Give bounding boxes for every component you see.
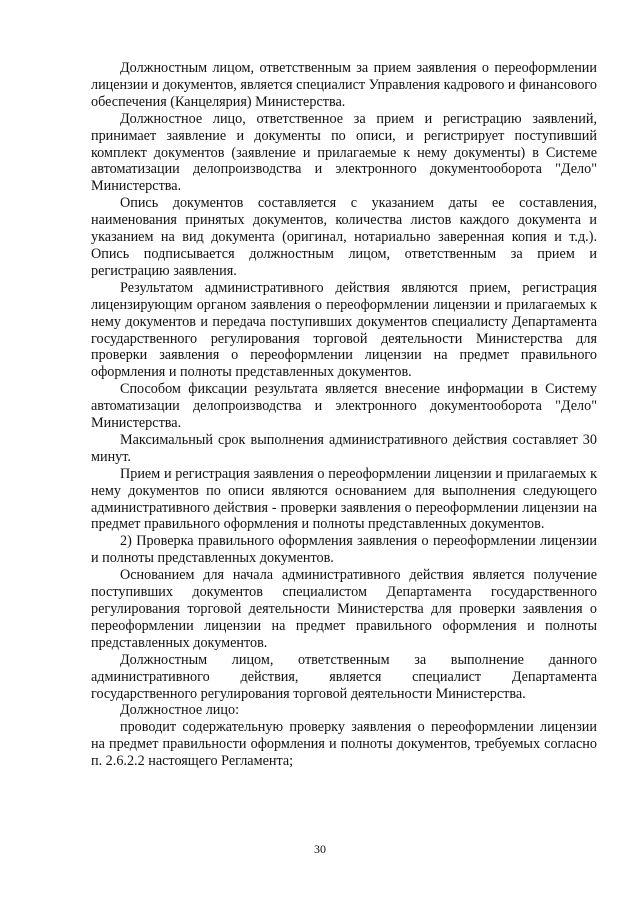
paragraph: Способом фиксации результата является внесение информации в Систему автоматизации делопроизводства и электронного документооборота "Дело" Министерства. (91, 381, 597, 432)
paragraph: Максимальный срок выполнения административного действия составляет 30 минут. (91, 431, 597, 465)
paragraph: Результатом административного действия являются прием, регистрация лицензирующим органом заявления о переоформлении лицензии и прилагаемых к нему документов и передача поступивших документов специалисту Департамента государственного регулирования торговой деятельности Министерства для проверки заявления о переоформлении лицензии на предмет правильного оформления и полноты представленных документов. (91, 279, 597, 381)
paragraph: Прием и регистрация заявления о переоформлении лицензии и прилагаемых к нему документов по описи являются основанием для выполнения следующего административного действия - проверки заявления о переоформлении лицензии на предмет правильного оформления и полноты представленных документов. (91, 465, 597, 533)
paragraph: Должностным лицом, ответственным за выполнение данного административного действия, является специалист Департамента государственного регулирования торговой деятельности Министерства. (91, 651, 597, 702)
paragraph: 2) Проверка правильного оформления заявления о переоформлении лицензии и полноты представленных документов. (91, 533, 597, 567)
paragraph: проводит содержательную проверку заявления о переоформлении лицензии на предмет правильности оформления и полноты документов, требуемых согласно п. 2.6.2.2 настоящего Регламента; (91, 719, 597, 770)
paragraph: Опись документов составляется с указанием даты ее составления, наименования принятых документов, количества листов каждого документа и указанием на вид документа (оригинал, нотариально заверенная копия и т.д.). Опись подписывается должностным лицом, ответственным за прием и регистрацию заявления. (91, 195, 597, 279)
paragraph: Должностным лицом, ответственным за прием заявления о переоформлении лицензии и документов, является специалист Управления кадрового и финансового обеспечения (Канцелярия) Министерства. (91, 60, 597, 110)
paragraph: Должностное лицо, ответственное за прием и регистрацию заявлений, принимает заявление и документы по описи, и регистрирует поступивший комплект документов (заявление и прилагаемые к нему документы) в Системе автоматизации делопроизводства и электронного документооборота "Дело" Министерства. (91, 110, 597, 195)
paragraph: Должностное лицо: (120, 702, 240, 719)
paragraph: Основанием для начала административного действия является получение поступивших документов специалистом Департамента государственного регулирования торговой деятельности Министерства для проверки заявления о переоформлении лицензии на предмет правильного оформления и полноты представленных документов. (91, 567, 597, 651)
page-number: 30 (314, 842, 326, 856)
document-body (91, 60, 597, 770)
